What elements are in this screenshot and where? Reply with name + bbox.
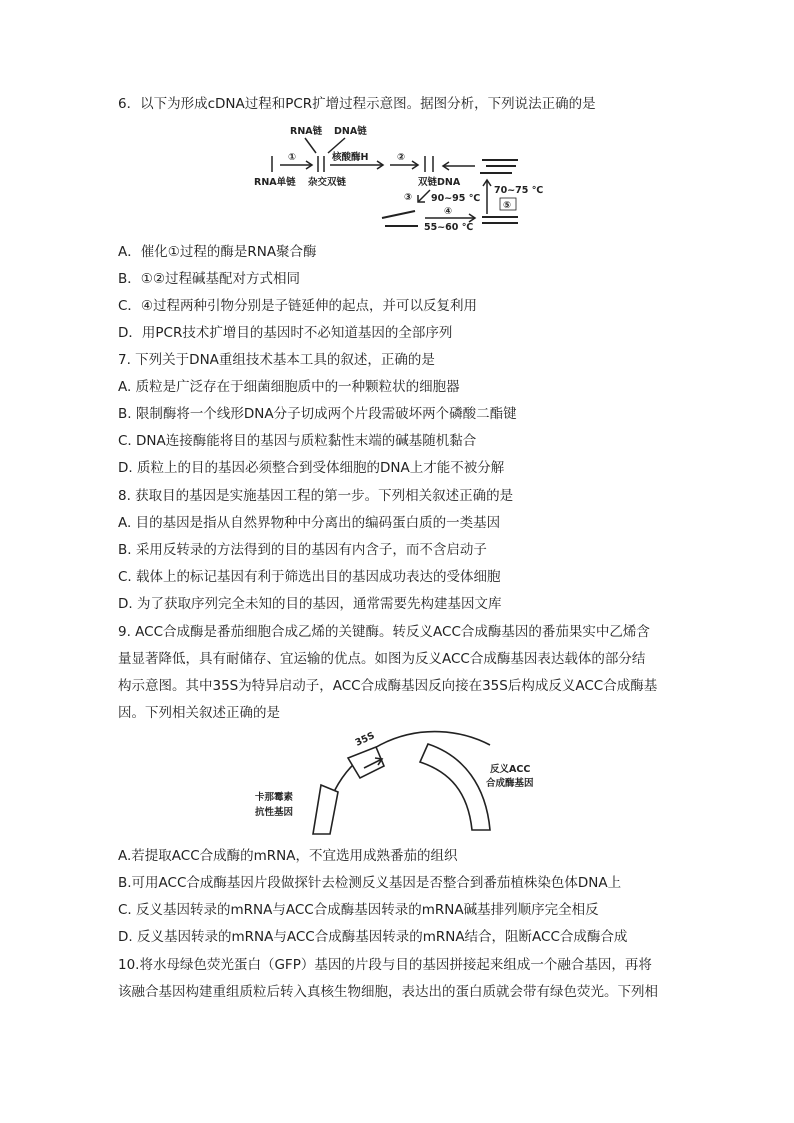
q7-option-c: C. DNA连接酶能将目的基因与质粒黏性末端的碱基随机黏合 <box>118 433 477 449</box>
step4-label: ④ <box>444 206 453 217</box>
q9-stem-line-2: 量显著降低，具有耐储存、宜运输的优点。如图为反义ACC合成酶基因表达载体的部分结 <box>118 651 646 667</box>
step1-label: ① <box>288 152 297 163</box>
q6-option-d: D．用PCR技术扩增目的基因时不必知道基因的全部序列 <box>118 325 453 341</box>
double-dna-label: 双链DNA <box>418 177 461 188</box>
hybrid-label: 杂交双链 <box>308 177 347 188</box>
q8-option-c: C. 载体上的标记基因有利于筛选出目的基因成功表达的受体细胞 <box>118 569 501 585</box>
expression-vector-diagram <box>250 730 545 838</box>
q7-option-d: D. 质粒上的目的基因必须整合到受体细胞的DNA上才能不被分解 <box>118 460 505 476</box>
step5-label: ⑤ <box>503 200 512 211</box>
q9-option-d: D. 反义基因转录的mRNA与ACC合成酶基因转录的mRNA结合，阻断ACC合成酶合成 <box>118 929 628 945</box>
q10-stem-line-2: 该融合基因构建重组质粒后转入真核生物细胞，表达出的蛋白质就会带有绿色荧光。下列相 <box>118 984 658 1000</box>
step2-label: ② <box>397 152 406 163</box>
q6-option-b: B．①②过程碱基配对方式相同 <box>118 271 300 287</box>
q6-option-a: A．催化①过程的酶是RNA聚合酶 <box>118 244 317 260</box>
q6-option-c: C．④过程两种引物分别是子链延伸的起点，并可以反复利用 <box>118 298 478 314</box>
promoter-35s-label: 35S <box>353 730 377 749</box>
q7-option-b: B. 限制酶将一个线形DNA分子切成两个片段需破坏两个磷酸二酯键 <box>118 406 517 422</box>
q9-option-b: B.可用ACC合成酶基因片段做探针去检测反义基因是否整合到番茄植株染色体DNA上 <box>118 875 622 891</box>
dna-chain-label: DNA链 <box>334 126 367 137</box>
rna-single-label: RNA单链 <box>254 177 296 188</box>
temp3-label: 90~95 ℃ <box>431 193 481 204</box>
temp4-label: 55~60 ℃ <box>424 222 474 233</box>
antisense-gene-label-1: 反义ACC <box>490 764 531 775</box>
q9-option-c: C. 反义基因转录的mRNA与ACC合成酶基因转录的mRNA碱基排列顺序完全相反 <box>118 902 599 918</box>
q9-stem-line-1: 9. ACC合成酶是番茄细胞合成乙烯的关键酶。转反义ACC合成酶基因的番茄果实中乙烯含 <box>118 624 650 640</box>
q10-stem-line-1: 10.将水母绿色荧光蛋白（GFP）基因的片段与目的基因拼接起来组成一个融合基因，再将 <box>118 957 652 973</box>
rna-chain-label: RNA链 <box>290 126 323 137</box>
q9-stem-line-4: 因。下列相关叙述正确的是 <box>118 705 280 721</box>
kanamycin-label-2: 抗性基因 <box>255 807 294 818</box>
q8-option-d: D. 为了获取序列完全未知的目的基因，通常需要先构建基因文库 <box>118 596 502 612</box>
temp5-label: 70~75 ℃ <box>494 185 544 196</box>
nuclease-label: 核酸酶H <box>332 152 369 163</box>
kanamycin-label-1: 卡那霉素 <box>255 792 294 803</box>
q8-option-b: B. 采用反转录的方法得到的目的基因有内含子，而不含启动子 <box>118 542 487 558</box>
q7-stem: 7. 下列关于DNA重组技术基本工具的叙述，正确的是 <box>118 352 435 368</box>
q8-stem: 8. 获取目的基因是实施基因工程的第一步。下列相关叙述正确的是 <box>118 488 514 504</box>
antisense-gene-label-2: 合成酶基因 <box>486 778 534 789</box>
step3-label: ③ <box>404 192 413 203</box>
q9-option-a: A.若提取ACC合成酶的mRNA，不宜选用成熟番茄的组织 <box>118 848 458 864</box>
q8-option-a: A. 目的基因是指从自然界物种中分离出的编码蛋白质的一类基因 <box>118 515 501 531</box>
q7-option-a: A. 质粒是广泛存在于细菌细胞质中的一种颗粒状的细胞器 <box>118 379 460 395</box>
q6-stem: 6．以下为形成cDNA过程和PCR扩增过程示意图。据图分析，下列说法正确的是 <box>118 96 596 112</box>
cdna-pcr-diagram <box>250 122 550 234</box>
q9-stem-line-3: 构示意图。其中35S为特异启动子，ACC合成酶基因反向接在35S后构成反义ACC合成酶基 <box>118 678 658 694</box>
